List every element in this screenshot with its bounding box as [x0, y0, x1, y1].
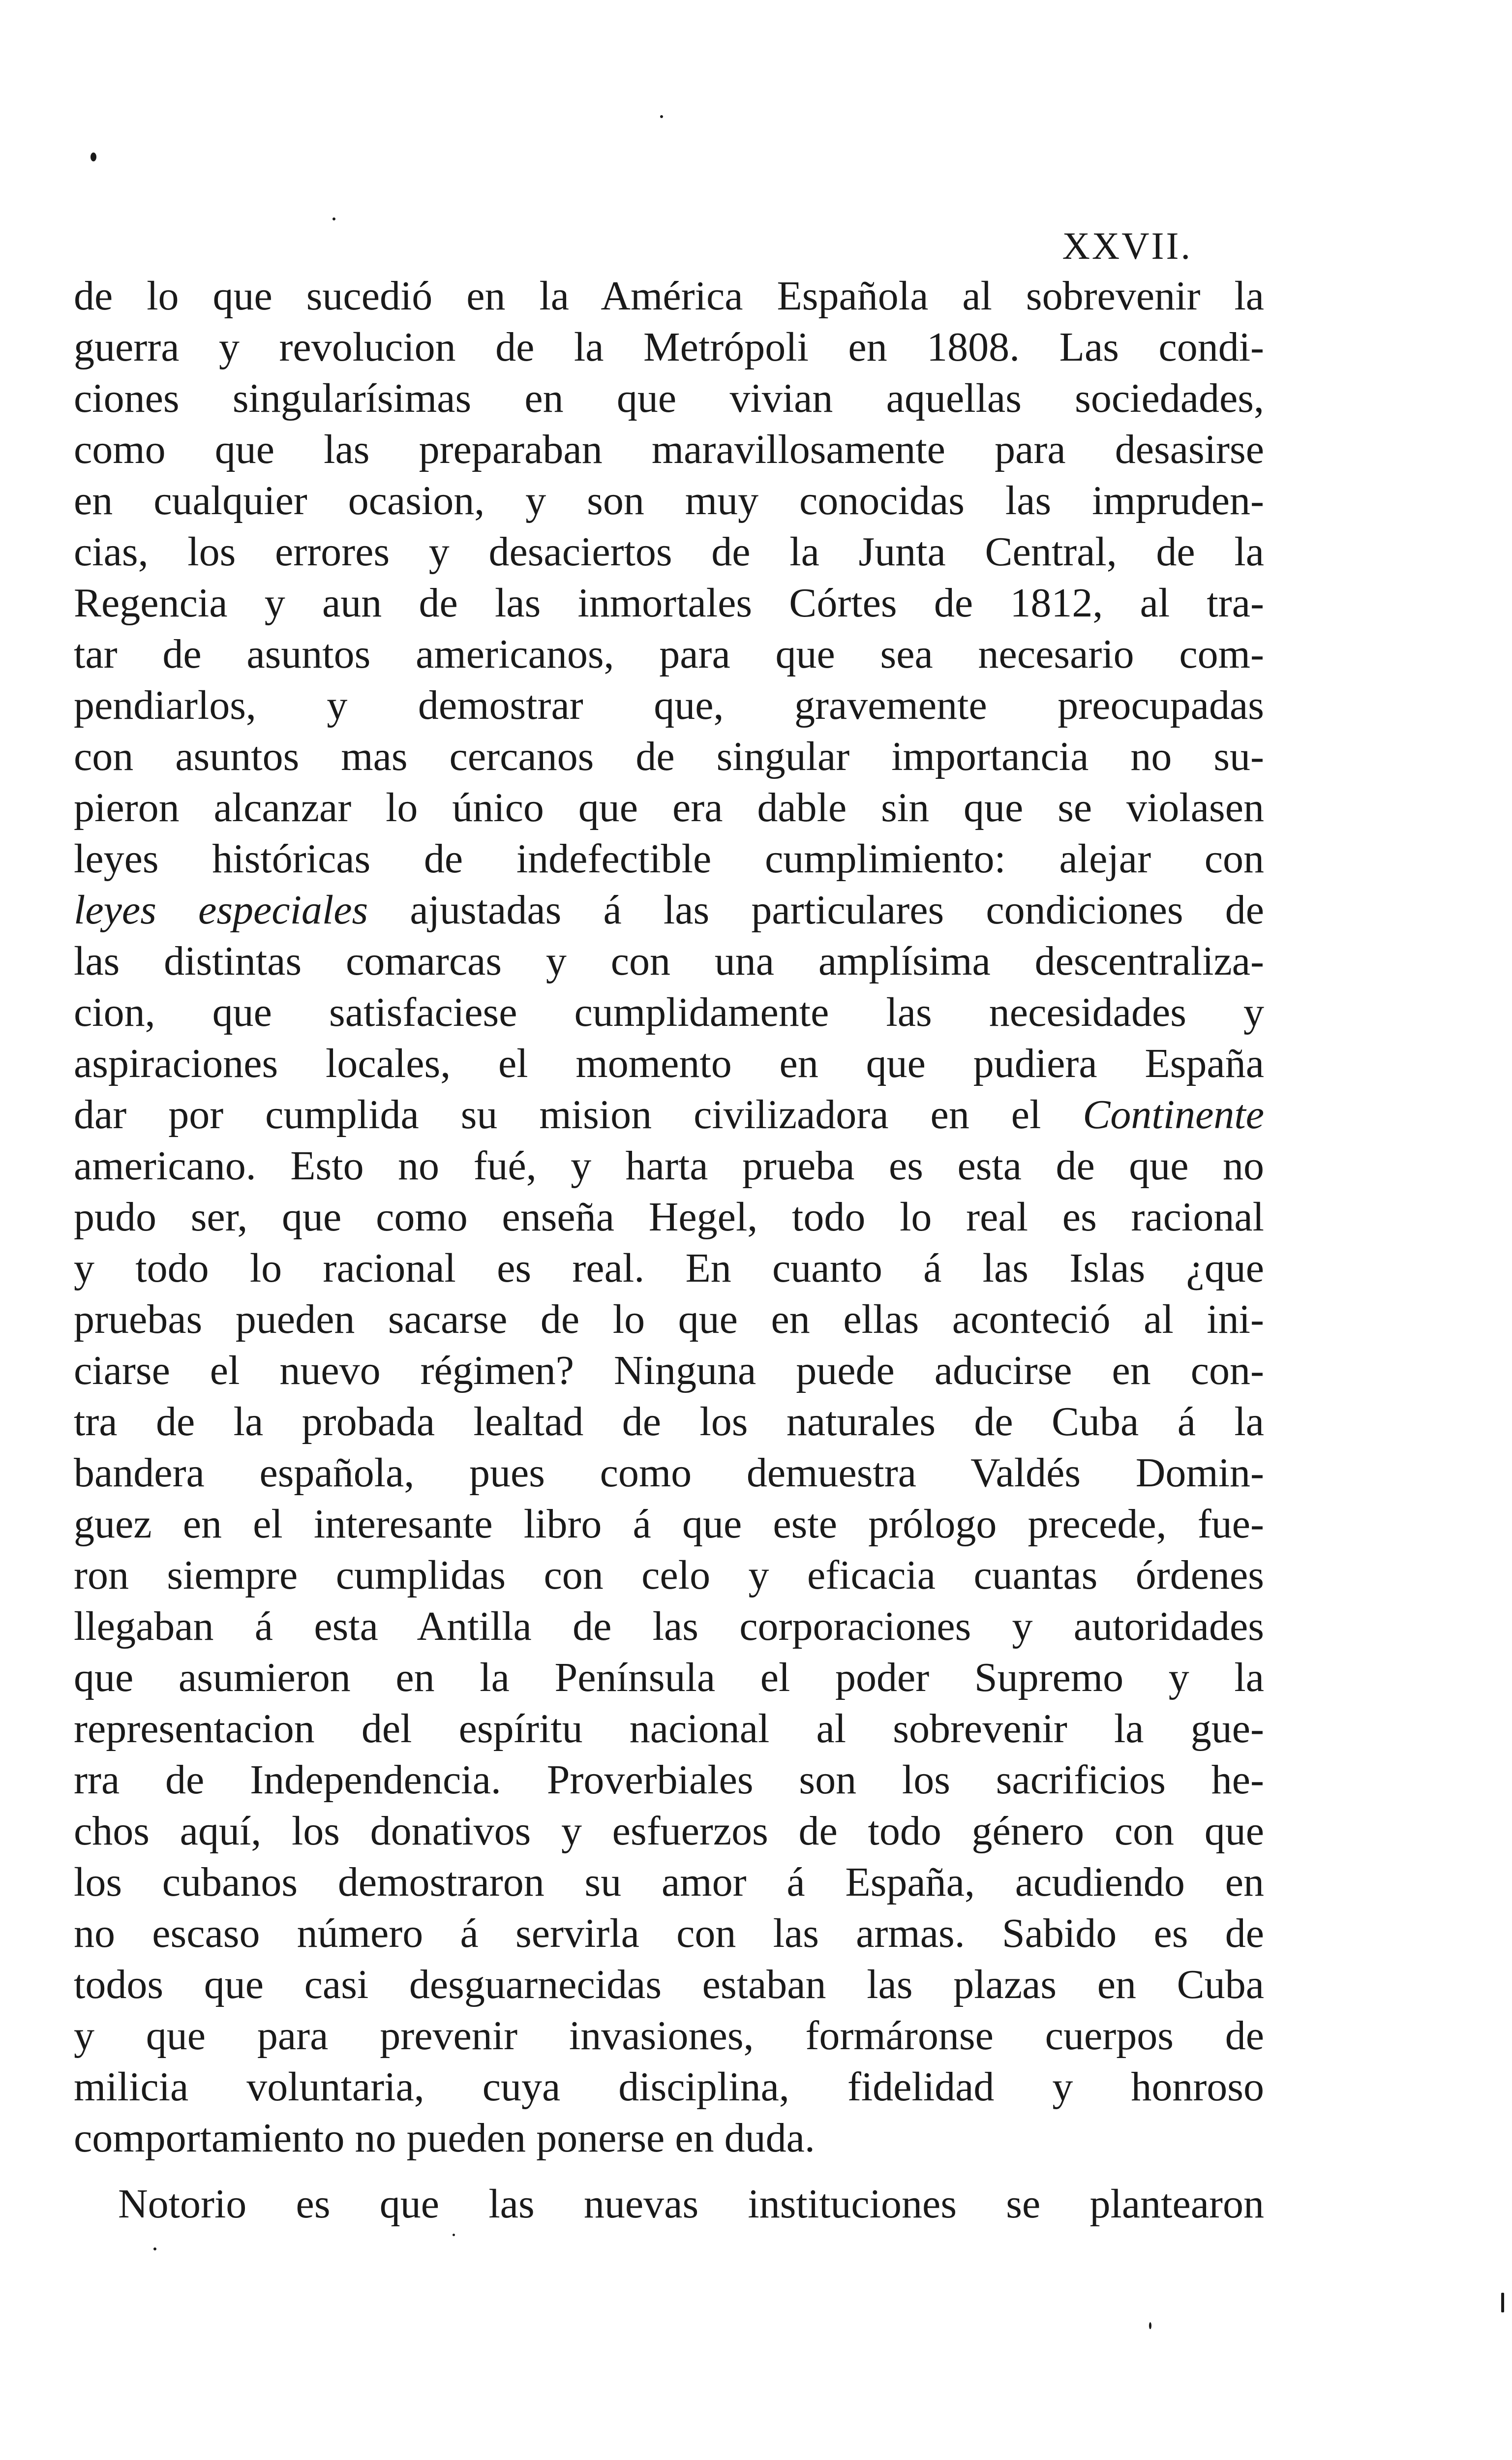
text-line: con asuntos mas cercanos de singular importancia no su-: [74, 734, 1264, 779]
text-line: pieron alcanzar lo único que era dable sin que se violasen: [74, 785, 1264, 830]
text-line: llegaban á esta Antilla de las corporaciones y autoridades: [74, 1603, 1264, 1649]
text-line: [74, 885, 1264, 936]
text-line: rra de Independencia. Proverbiales son los sacrificios he-: [74, 1757, 1264, 1803]
body-text: [74, 271, 1264, 2230]
text-line: que asumieron en la Península el poder Supremo y la: [74, 1655, 1264, 1700]
text-line: de lo que sucedió en la América Española al sobrevenir la: [74, 273, 1264, 319]
italic-text: Continente: [1083, 1092, 1264, 1138]
text-line: pudo ser, que como enseña Hegel, todo lo real es racional: [74, 1194, 1264, 1240]
text-line: las distintas comarcas y con una amplísima descentraliza-: [74, 938, 1264, 984]
text-line: cion, que satisfaciese cumplidamente las necesidades y: [74, 989, 1264, 1035]
text-line: ron siempre cumplidas con celo y eficacia cuantas órdenes: [74, 1552, 1264, 1598]
text-line: comportamiento no pueden ponerse en duda.: [74, 2115, 815, 2161]
scan-speck: [91, 153, 96, 161]
text-line: y que para prevenir invasiones, formáronse cuerpos de: [74, 2013, 1264, 2059]
scan-speck: [660, 115, 663, 118]
text-line: americano. Esto no fué, y harta prueba es esta de que no: [74, 1143, 1264, 1189]
text-line: guez en el interesante libro á que este prólogo precede, fue-: [74, 1501, 1264, 1547]
text-line: [74, 1089, 1264, 1140]
page-number: XXVII.: [1062, 224, 1192, 267]
scan-speck: [333, 217, 335, 220]
text-line: milicia voluntaria, cuya disciplina, fidelidad y honroso: [74, 2064, 1264, 2110]
text-line: en cualquier ocasion, y son muy conocidas las impruden-: [74, 478, 1264, 523]
scan-speck: [1149, 2322, 1151, 2329]
text-line: tar de asuntos americanos, para que sea necesario com-: [74, 631, 1264, 677]
text-line: como que las preparaban maravillosamente para desasirse: [74, 427, 1264, 472]
scan-speck: [1501, 2293, 1504, 2312]
text-line: aspiraciones locales, el momento en que pudiera España: [74, 1041, 1264, 1086]
text-run: ajustadas á las particulares condiciones de: [368, 887, 1264, 933]
text-line: los cubanos demostraron su amor á España, acudiendo en: [74, 1859, 1264, 1905]
text-line: representacion del espíritu nacional al sobrevenir la gue-: [74, 1706, 1264, 1752]
text-line: cias, los errores y desaciertos de la Junta Central, de la: [74, 529, 1264, 575]
text-line: y todo lo racional es real. En cuanto á las Islas ¿que: [74, 1245, 1264, 1291]
scan-speck: [153, 2247, 156, 2250]
text-line: ciones singularísimas en que vivian aquellas sociedades,: [74, 375, 1264, 421]
text-line: no escaso número á servirla con las armas. Sabido es de: [74, 1910, 1264, 1956]
text-line: leyes históricas de indefectible cumplimiento: alejar con: [74, 836, 1264, 882]
scan-speck: [453, 2234, 455, 2236]
text-line: guerra y revolucion de la Metrópoli en 1808. Las condi-: [74, 324, 1264, 370]
text-line: todos que casi desguarnecidas estaban las plazas en Cuba: [74, 1962, 1264, 2007]
text-line: tra de la probada lealtad de los naturales de Cuba á la: [74, 1399, 1264, 1445]
text-line: ciarse el nuevo régimen? Ninguna puede aducirse en con-: [74, 1348, 1264, 1393]
text-line: Regencia y aun de las inmortales Córtes de 1812, al tra-: [74, 580, 1264, 626]
text-line: bandera española, pues como demuestra Valdés Domin-: [74, 1450, 1264, 1496]
italic-text: leyes especiales: [74, 887, 368, 933]
text-line: pendiarlos, y demostrar que, gravemente preocupadas: [74, 682, 1264, 728]
text-line: pruebas pueden sacarse de lo que en ellas aconteció al ini-: [74, 1296, 1264, 1342]
paragraph-start-line: Notorio es que las nuevas instituciones se plantearon: [118, 2181, 1264, 2227]
text-run: dar por cumplida su mision civilizadora en el: [74, 1092, 1083, 1138]
text-line: chos aquí, los donativos y esfuerzos de todo género con que: [74, 1808, 1264, 1854]
